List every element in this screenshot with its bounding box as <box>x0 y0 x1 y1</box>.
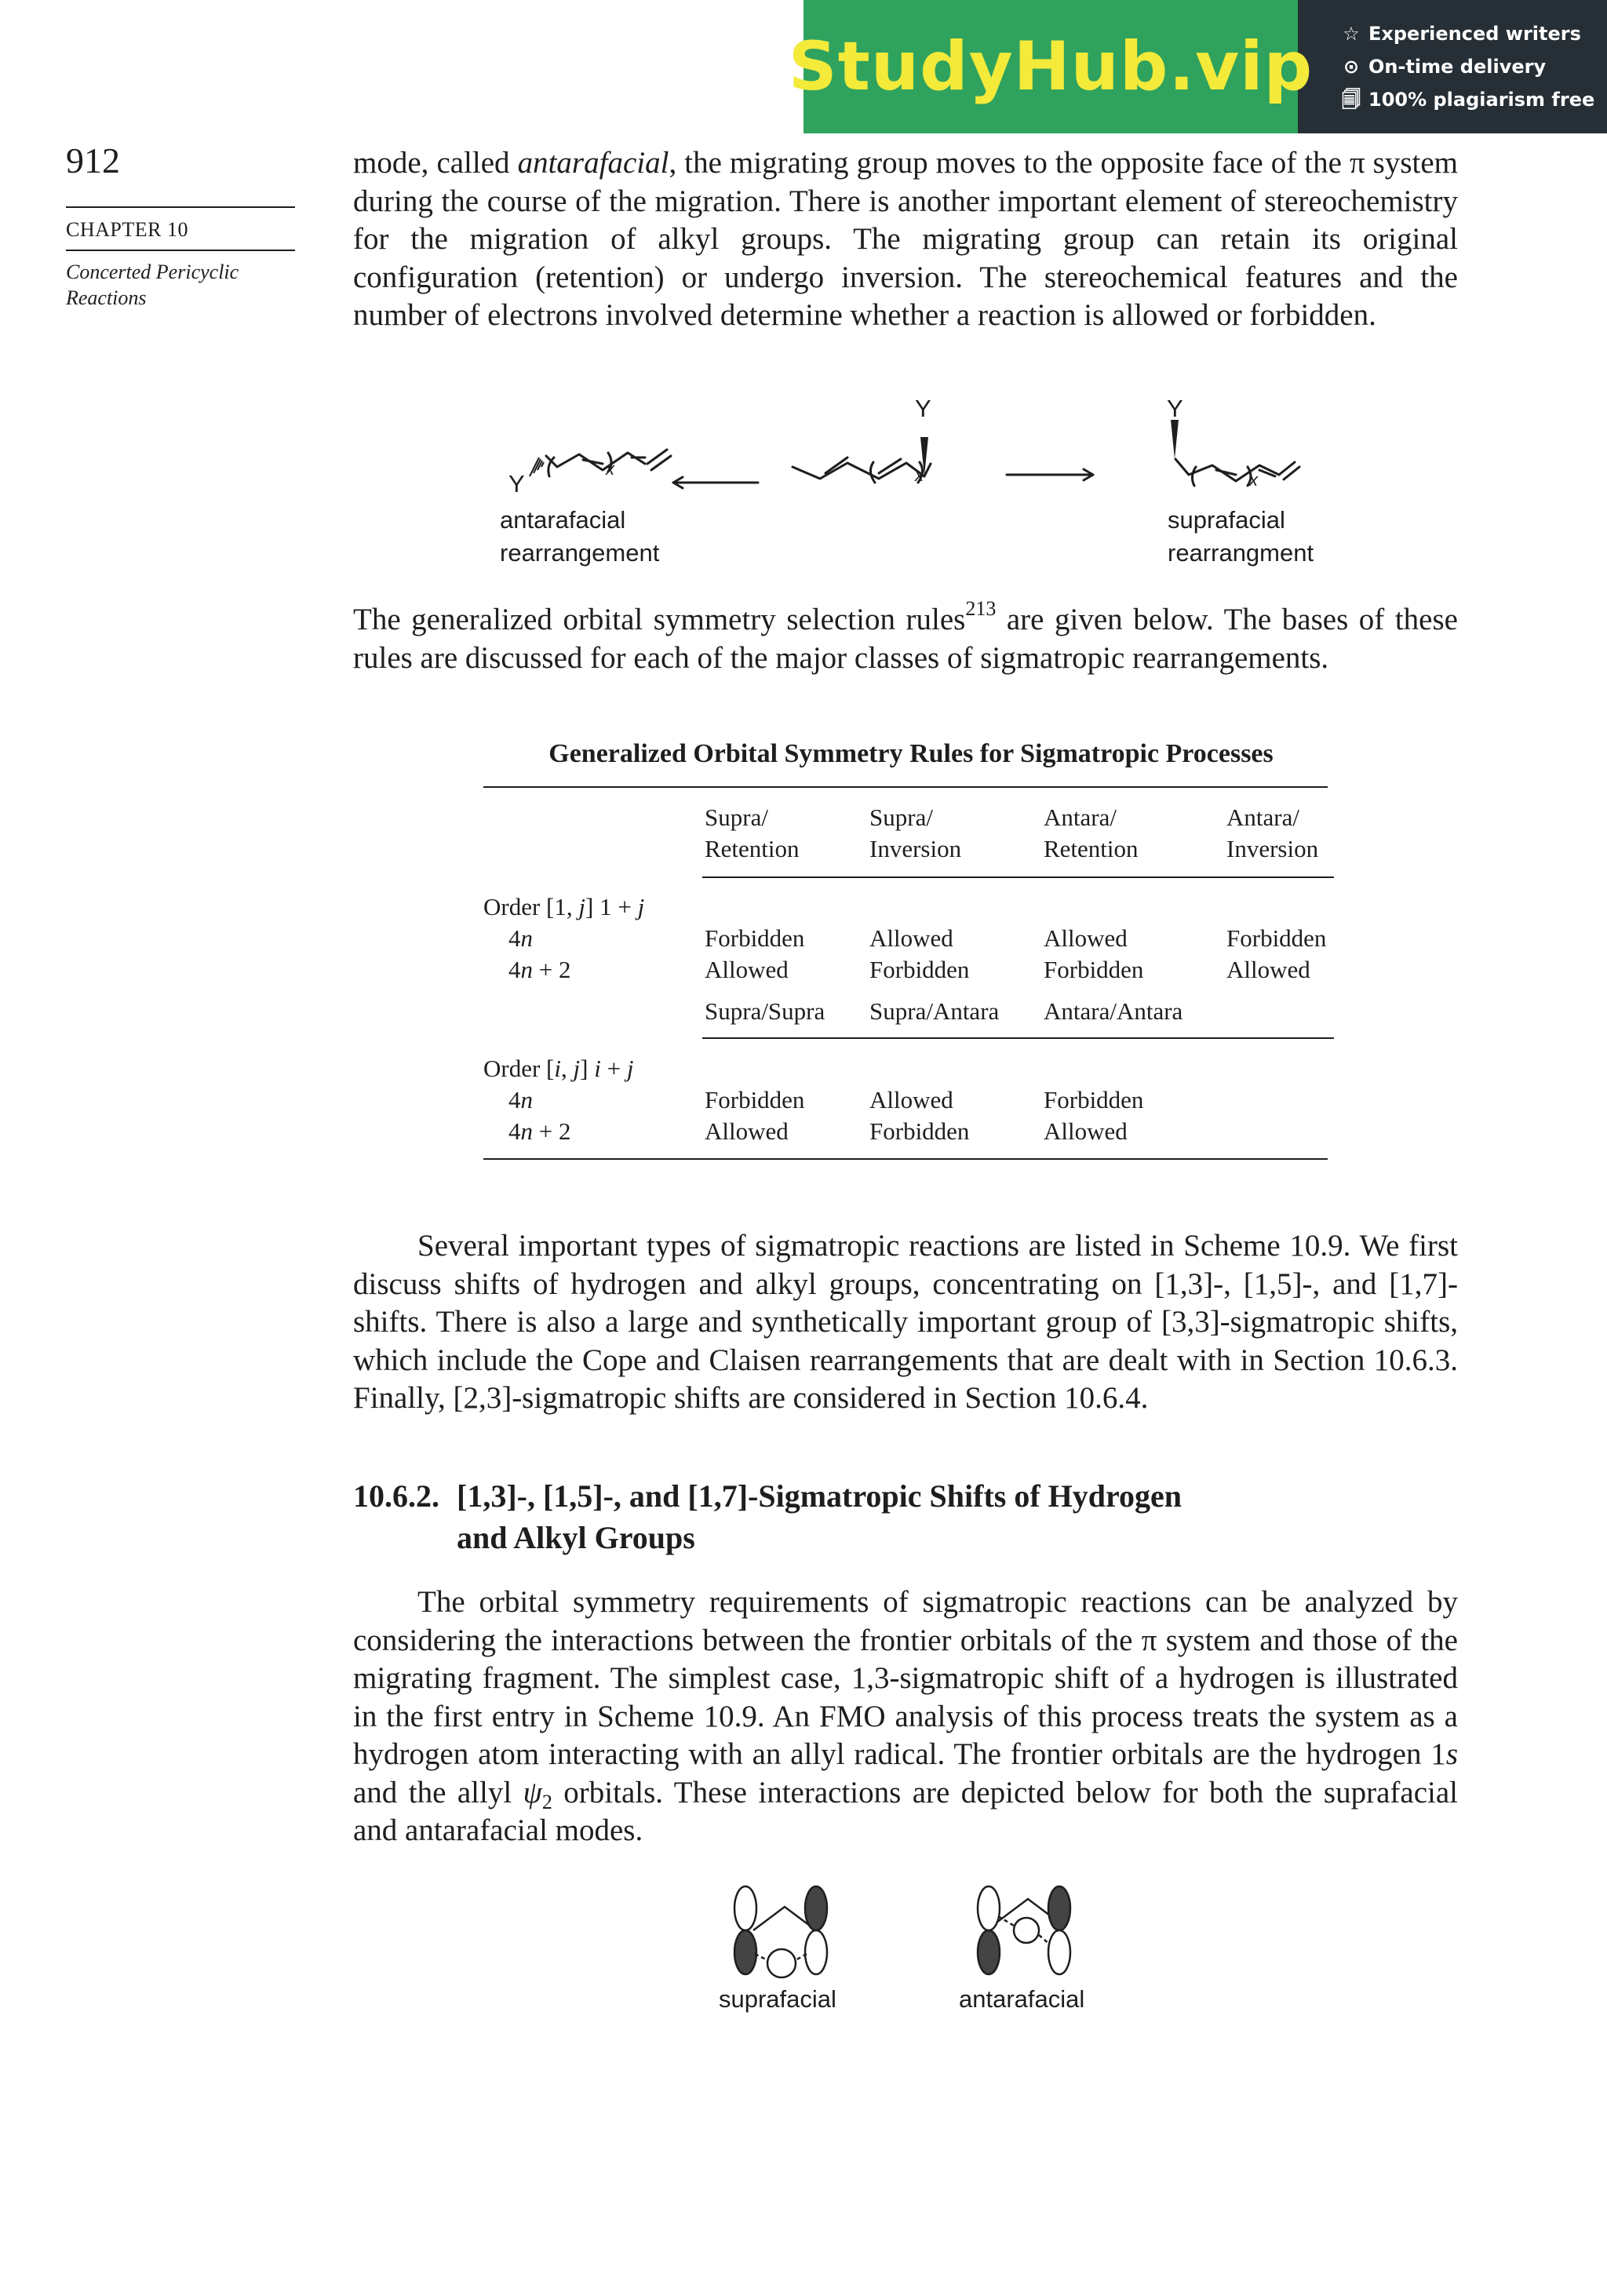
text-run: , the migrating group moves to the opposite face of the π system during the course of the migration. There is another important element of stereochemistry for the migration of alkyl groups. The migrating group can retain its original configuration (retention) or undergo inversion. The stereochemical features and the number of electrons involved determine whether a reaction is allowed or forbidden. <box>353 146 1459 332</box>
table-row-label: 4n + 2 <box>508 1117 571 1145</box>
text-run: orbitals. These interactions are depicted below for both the suprafacial and antarafacial modes. <box>353 1775 1458 1847</box>
reference-superscript: 213 <box>965 597 997 620</box>
section-number: 10.6.2. <box>353 1478 439 1514</box>
table-header-cell: Supra/Antara <box>869 997 1000 1025</box>
running-section-title: Concerted Pericyclic Reactions <box>66 261 239 309</box>
italic-term: s <box>1445 1737 1458 1771</box>
scheme-x-right: x <box>1249 470 1258 490</box>
scheme-y-right: Y <box>1167 395 1183 422</box>
star-icon: ☆ <box>1343 23 1360 45</box>
table-header-cell: Supra/ Retention <box>705 804 800 862</box>
table-cell: Allowed <box>705 1117 789 1145</box>
banner-logo-box[interactable] <box>788 0 1314 133</box>
table-cell: Forbidden <box>1044 1086 1144 1113</box>
label-antarafacial: antarafacial <box>959 1985 1085 2013</box>
table-row-label: 4n <box>508 1086 533 1113</box>
wedge-bond-right <box>1171 420 1179 459</box>
suprafacial-orbital-diagram <box>734 1886 827 1977</box>
label-line: rearrangement <box>500 539 660 567</box>
paragraph-fmo-analysis <box>353 1584 1458 1850</box>
table-cell: Allowed <box>1044 924 1128 952</box>
page-number: 912 <box>66 140 120 180</box>
table-header-cell: Antara/ Inversion <box>1226 804 1319 862</box>
ad-banner[interactable] <box>788 0 1607 133</box>
banner-feature-writers <box>1342 17 1594 50</box>
section-heading <box>353 1475 1182 1558</box>
label-suprafacial: suprafacial <box>719 1985 836 2013</box>
section-heading-line2: and Alkyl Groups <box>457 1520 695 1555</box>
right-molecule <box>1175 459 1299 486</box>
hashed-bond-left <box>530 457 544 476</box>
center-molecule <box>793 457 931 483</box>
paragraph-sigmatropic-types: Several important types of sigmatropic reactions are listed in Scheme 10.9. We first discuss shifts of hydrogen and alkyl groups, concentrating on [1,3]-, [1,5]-, and [1,7]-shifts. There is also a large and synthetically important group of [3,3]-sigmatropic shifts, which include the Cope and Claisen rearrangements that are dealt with in Section 10.6.3. Finally, [2,3]-sigmatropic shifts are considered in Section 10.6.4. <box>353 1229 1458 1415</box>
label-antarafacial-rearrangement <box>500 504 659 570</box>
sidebar-rule-bottom <box>66 250 295 251</box>
table-order-label: Order [i, j] i + j <box>483 1055 634 1082</box>
text-run: The orbital symmetry requirements of sigmatropic reactions can be analyzed by considering the interactions between the frontier orbitals of the π system and those of the migrating fragment. The simplest case, 1,3-sigmatropic shift of a hydrogen is illustrated in the first entry in Scheme 10.9. An FMO analysis of this process treats the system as a hydrogen atom interacting with an allyl radical. The frontier orbitals are the hydrogen 1 <box>353 1585 1458 1771</box>
scheme-y-center: Y <box>915 395 931 422</box>
table-top-rule <box>483 786 1328 788</box>
table-cell: Allowed <box>1044 1117 1128 1145</box>
table-row-label: 4n <box>508 924 533 952</box>
table-cell: Allowed <box>1226 956 1310 983</box>
table-cell: Forbidden <box>1044 956 1144 983</box>
table-cell: Forbidden <box>705 924 805 952</box>
table-cell: Forbidden <box>869 1117 970 1145</box>
table-cell: Forbidden <box>1226 924 1327 952</box>
scheme-y-left: Y <box>508 470 525 497</box>
document-icon: 🗐 <box>1342 89 1361 111</box>
table-header-rule <box>702 876 1334 878</box>
table-bottom-rule <box>483 1158 1328 1160</box>
psi-symbol: ψ <box>523 1775 542 1809</box>
table-row-label: 4n + 2 <box>508 956 571 983</box>
text-run: mode, called <box>353 146 518 180</box>
section-heading-line1: [1,3]-, [1,5]-, and [1,7]-Sigmatropic Shifts of Hydrogen <box>457 1478 1182 1514</box>
scheme-x-left: x <box>606 459 614 479</box>
banner-features <box>1342 17 1594 116</box>
subscript: 2 <box>541 1790 552 1813</box>
banner-feature-plagiarism <box>1342 83 1594 116</box>
banner-feature-text: Experienced writers <box>1368 23 1581 45</box>
table-cell: Allowed <box>705 956 789 983</box>
label-suprafacial-rearrangement <box>1168 504 1314 570</box>
banner-feature-text: 100% plagiarism free <box>1368 89 1595 111</box>
scheme-x-center: x <box>915 465 924 485</box>
paragraph-antarafacial <box>353 144 1458 335</box>
table-header-rule <box>702 1037 1334 1039</box>
chapter-label: CHAPTER 10 <box>66 218 188 241</box>
table-title: Generalized Orbital Symmetry Rules for Sigmatropic Processes <box>548 739 1274 768</box>
antarafacial-orbital-diagram <box>978 1886 1070 1974</box>
label-line: rearrangment <box>1168 539 1314 567</box>
table-cell: Forbidden <box>869 956 970 983</box>
text-run: are given below. The bases of these rules are discussed for each of the major classes of sigmatropic rearrangements. <box>353 603 1458 675</box>
table-cell: Forbidden <box>705 1086 805 1113</box>
label-line: antarafacial <box>500 506 626 534</box>
text-run: The generalized orbital symmetry selection rules <box>353 603 966 636</box>
table-header-cell: Supra/ Inversion <box>869 804 962 862</box>
banner-logo[interactable]: StudyHub.vip <box>788 27 1314 106</box>
table-cell: Allowed <box>869 1086 953 1113</box>
table-header-cell: Supra/Supra <box>705 997 825 1025</box>
banner-feature-delivery <box>1342 50 1594 83</box>
italic-term: antarafacial <box>517 146 669 180</box>
paragraph-selection-rules <box>353 597 1458 677</box>
table-order-label: Order [1, j] 1 + j <box>483 893 645 920</box>
label-line: suprafacial <box>1168 506 1285 534</box>
banner-feature-text: On-time delivery <box>1368 56 1547 78</box>
table-header-cell: Antara/ Retention <box>1044 804 1139 862</box>
text-run: and the allyl <box>353 1775 523 1809</box>
table-cell: Allowed <box>869 924 953 952</box>
table-header-cell: Antara/Antara <box>1044 997 1183 1025</box>
sidebar-rule-top <box>66 206 295 208</box>
clock-icon: ⊙ <box>1343 56 1360 78</box>
